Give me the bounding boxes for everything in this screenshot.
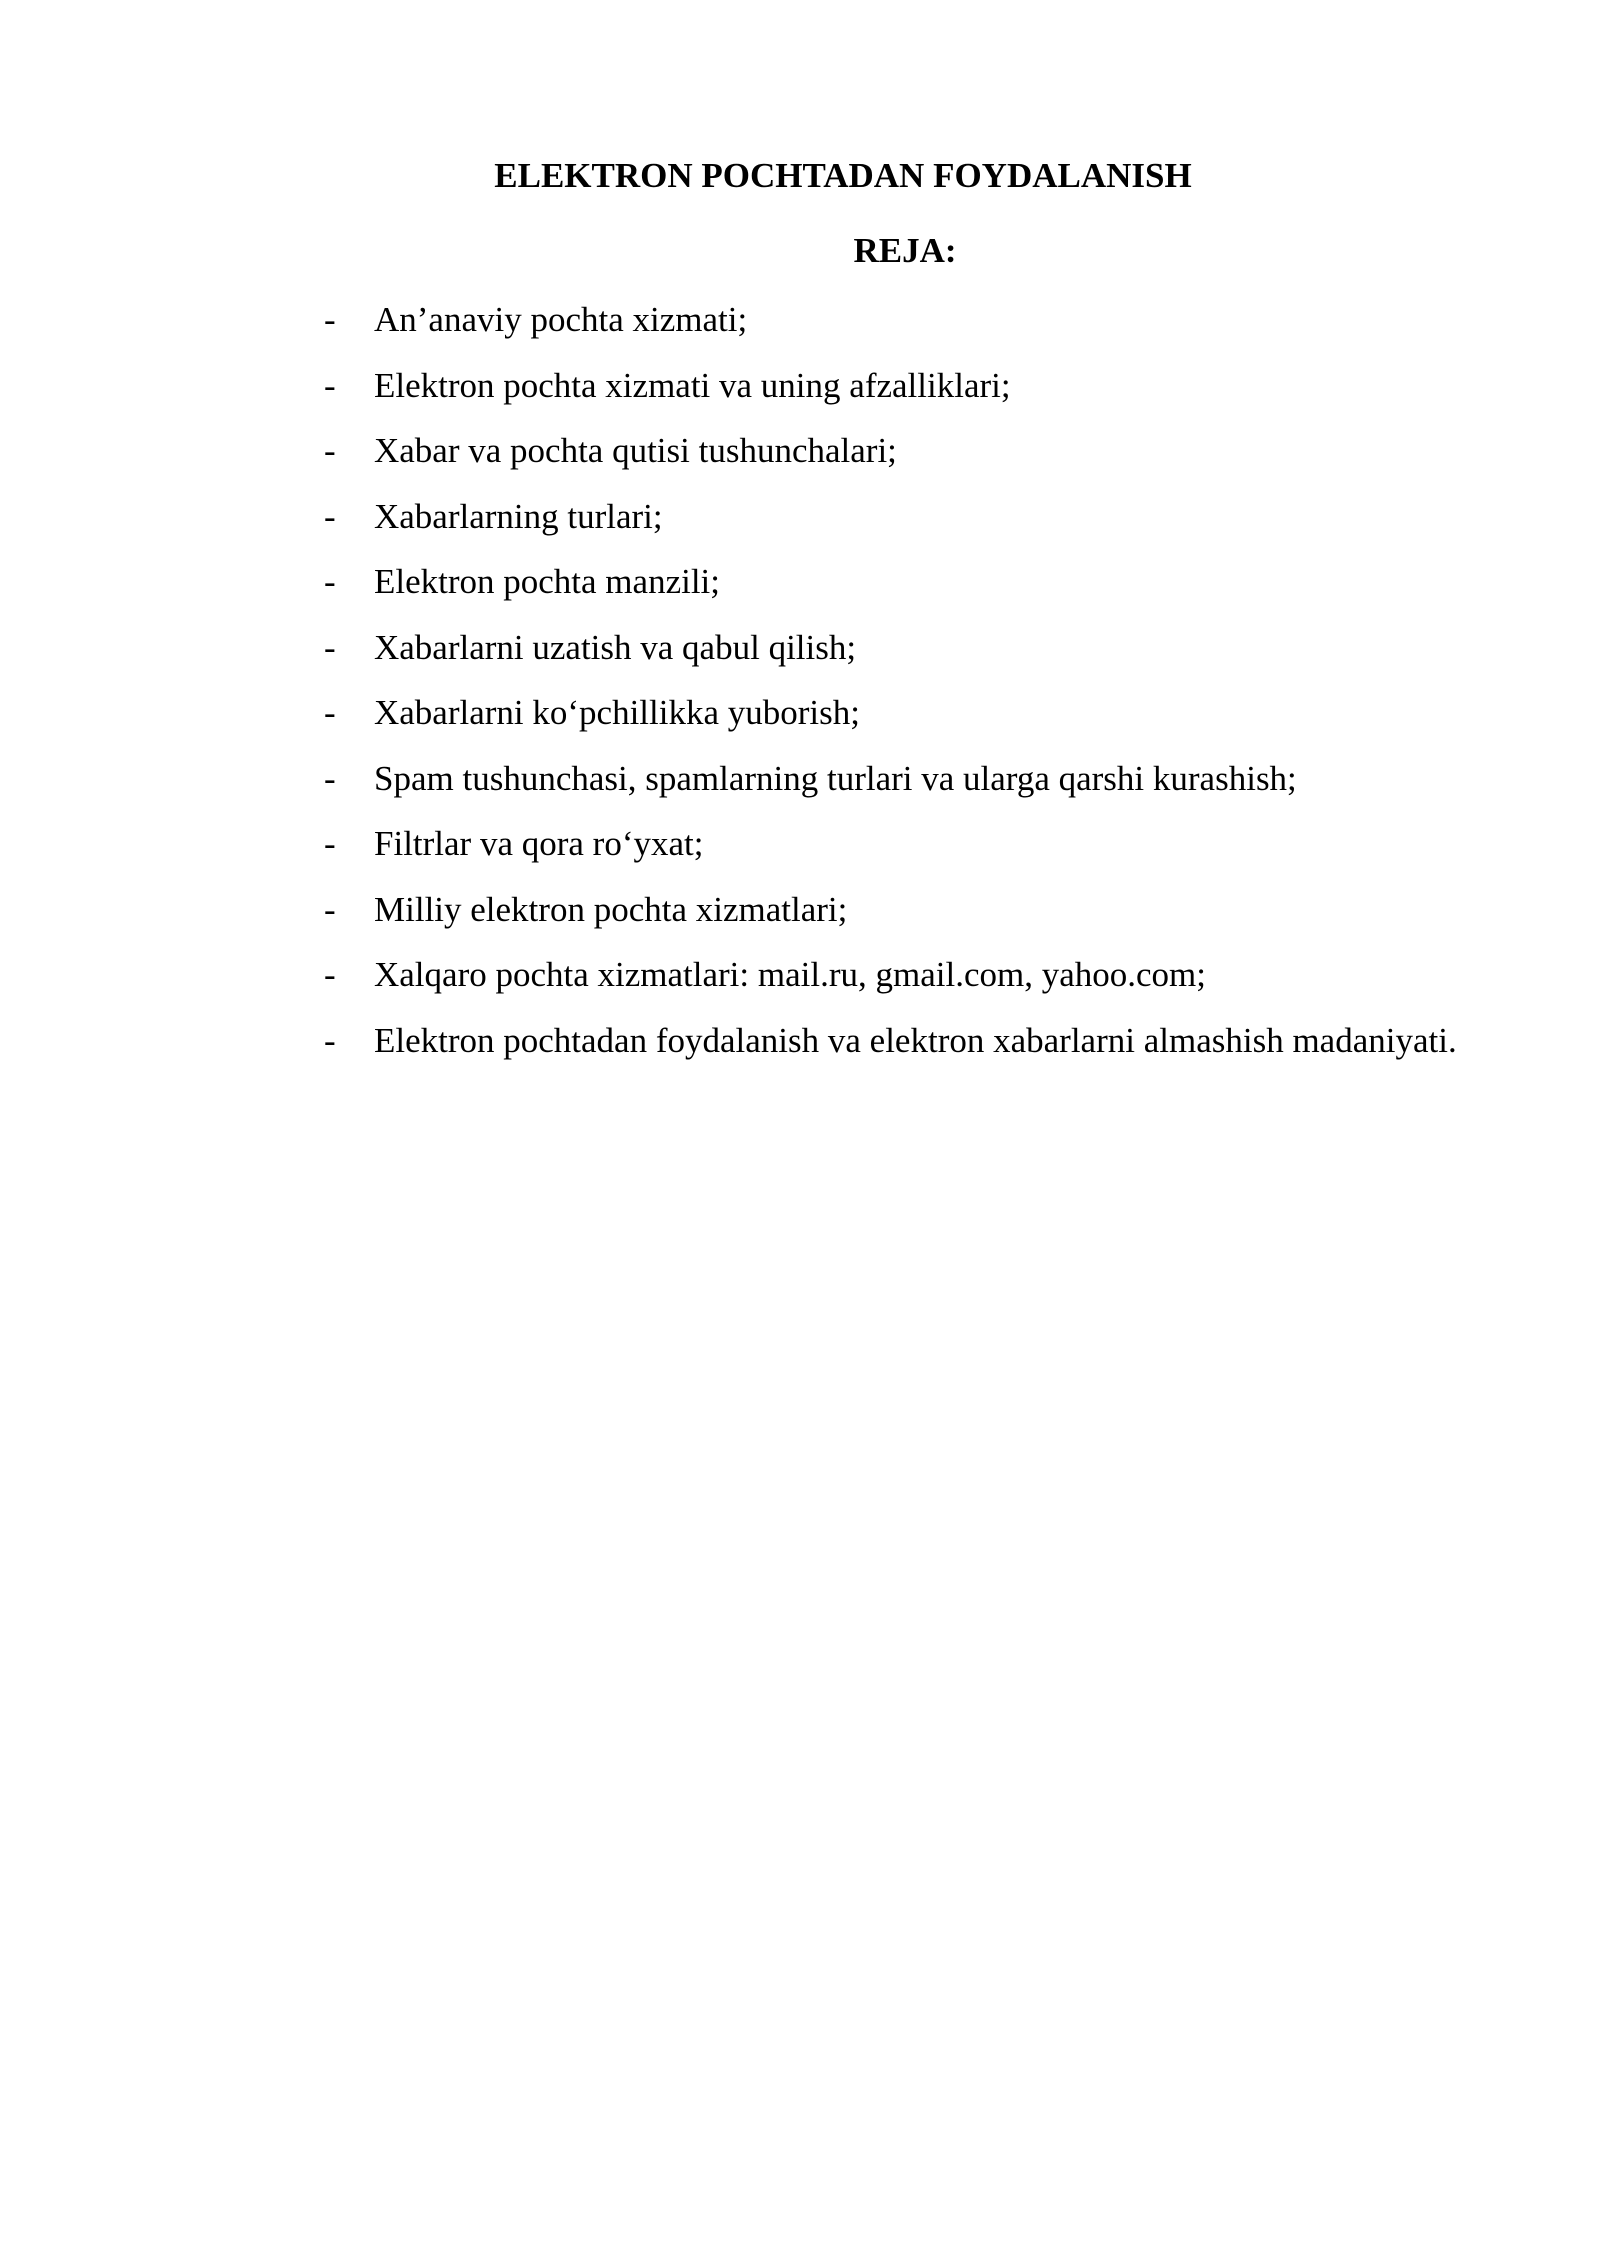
list-item [324, 287, 1494, 353]
bullet-dash: - [324, 562, 336, 601]
list-item [324, 615, 1494, 681]
bullet-dash: - [324, 365, 336, 405]
list-item-text: Xabarlarni ko‘pchillikka yuborish; [374, 693, 860, 732]
list-item [324, 353, 1494, 419]
bullet-dash: - [324, 1020, 336, 1060]
list-item-text: Milliy elektron pochta xizmatlari; [374, 889, 848, 929]
list-item [324, 680, 1494, 746]
plan-list [324, 287, 1494, 1073]
list-item-text: Elektron pochta manzili; [374, 562, 721, 601]
list-item [324, 484, 1494, 550]
list-item-text: Filtrlar va qora ro‘yxat; [374, 824, 704, 863]
list-item [324, 811, 1494, 877]
plan-heading: REJA: [853, 231, 957, 270]
bullet-dash: - [324, 758, 336, 798]
bullet-dash: - [324, 889, 336, 929]
bullet-dash: - [324, 627, 336, 667]
list-item [324, 1008, 1494, 1074]
list-item-text: Spam tushunchasi, spamlarning turlari va ularga qarshi kurashish; [374, 758, 1297, 798]
bullet-dash: - [324, 431, 336, 470]
list-item [324, 746, 1494, 812]
list-item-text: Xabar va pochta qutisi tushunchalari; [374, 431, 897, 470]
list-item [324, 877, 1494, 943]
list-item-text: Xabarlarni uzatish va qabul qilish; [374, 627, 857, 667]
list-item-text: Elektron pochta xizmati va uning afzalliklari; [374, 365, 1011, 405]
list-item [324, 549, 1494, 615]
bullet-dash: - [324, 955, 336, 994]
list-item [324, 942, 1494, 1008]
list-item-text: Elektron pochtadan foydalanish va elektron xabarlarni almashish madaniyati. [374, 1020, 1457, 1060]
bullet-dash: - [324, 496, 336, 536]
page-title: ELEKTRON POCHTADAN FOYDALANISH [494, 156, 1192, 195]
bullet-dash: - [324, 693, 336, 732]
list-item [324, 418, 1494, 484]
bullet-dash: - [324, 824, 336, 863]
list-item-text: An’anaviy pochta xizmati; [374, 300, 748, 339]
list-item-text: Xalqaro pochta xizmatlari: mail.ru, gmail.com, yahoo.com; [374, 955, 1206, 994]
bullet-dash: - [324, 300, 336, 339]
list-item-text: Xabarlarning turlari; [374, 496, 663, 536]
